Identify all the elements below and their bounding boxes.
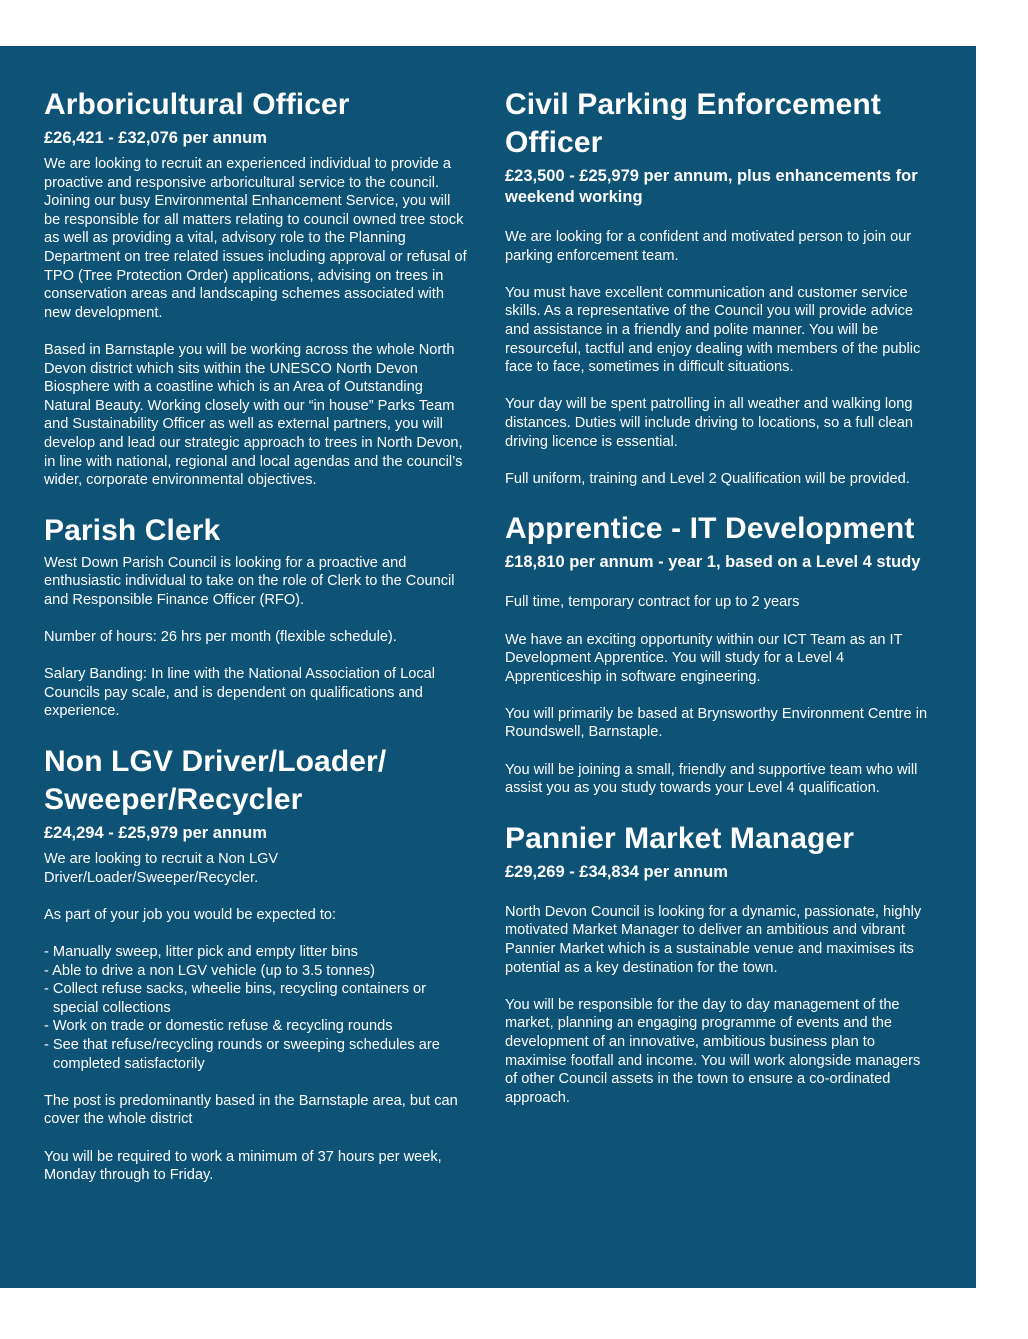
right-column [505, 86, 935, 1129]
job-description [505, 228, 935, 488]
job-arboricultural-officer [44, 86, 469, 490]
list-item: - Able to drive a non LGV vehicle (up to 3.5 tonnes) [44, 962, 375, 979]
paragraph: West Down Parish Council is looking for a proactive and enthusiastic individual to take on the role of Clerk to the Council and Responsible Finance Officer (RFO). [44, 554, 455, 608]
job-description [44, 850, 469, 1185]
job-pannier-market-manager [505, 820, 935, 1108]
paragraph: You will be responsible for the day to day management of the market, planning an engaging programme of events and the development of an innovative, ambitious business plan to maximise footfall and income. You will work alongside managers of other Council assets in the town to ensure a co-ordinated approach. [505, 996, 921, 1106]
paragraph: Based in Barnstaple you will be working across the whole North Devon district which sits within the UNESCO North Devon Biosphere with a coastline which is an Area of Outstanding Natural Beauty. Working closely with our “in house” Parks Team and Sustainability Officer as well as external partners, you will develop and lead our strategic approach to trees in North Devon, in line with national, regional and local agendas and the council’s wider, corporate environmental objectives. [44, 341, 463, 489]
duties-list [44, 943, 469, 1073]
paragraph: You will be joining a small, friendly and supportive team who will assist you as you study towards your Level 4 qualification. [505, 761, 918, 797]
job-description [505, 593, 935, 798]
paragraph: You must have excellent communication and customer service skills. As a representative of the Council you will provide advice and assistance in a friendly and polite manner. You will be resourceful, tactful and enjoy dealing with members of the public face to face, sometimes in difficult situations. [505, 284, 921, 376]
job-title: Parish Clerk [44, 513, 221, 547]
job-salary: £24,294 - £25,979 per annum [44, 824, 267, 843]
paragraph: Full uniform, training and Level 2 Qualification will be provided. [505, 470, 910, 487]
list-item: - Collect refuse sacks, wheelie bins, recycling containers or special collections [44, 981, 427, 1016]
job-title: Civil Parking Enforcement Officer [505, 88, 881, 159]
list-item: - Work on trade or domestic refuse & recycling rounds [44, 1018, 393, 1035]
job-description [44, 554, 469, 721]
list-item: - Manually sweep, litter pick and empty litter bins [44, 944, 358, 960]
job-lgv-driver [44, 743, 469, 1185]
paragraph: We are looking to recruit a Non LGV Driver/Loader/Sweeper/Recycler. [44, 851, 279, 886]
job-salary: £29,269 - £34,834 per annum [505, 862, 728, 881]
paragraph: The post is predominantly based in the Barnstaple area, but can cover the whole district [44, 1092, 458, 1128]
job-apprentice-it-development [505, 510, 935, 798]
paragraph: Your day will be spent patrolling in all weather and walking long distances. Duties will include driving to locations, so a full clean driving licence is essential. [505, 396, 914, 450]
job-salary: £18,810 per annum - year 1, based on a Level 4 study [505, 553, 921, 572]
paragraph: Full time, temporary contract for up to 2 years [505, 594, 800, 611]
paragraph: We are looking for a confident and motivated person to join our parking enforcement team. [505, 229, 912, 264]
paragraph: Number of hours: 26 hrs per month (flexible schedule). [44, 629, 397, 646]
paragraph: Salary Banding: In line with the National Association of Local Councils pay scale, and is dependent on qualifications and experience. [44, 666, 436, 720]
job-title: Non LGV Driver/Loader/ Sweeper/Recycler [44, 745, 387, 817]
paragraph: North Devon Council is looking for a dynamic, passionate, highly motivated Market Manager to deliver an ambitious and vibrant Pannier Market which is a sustainable venue and maximises its potential as a key destination for the town. [505, 903, 922, 976]
paragraph: You will be required to work a minimum of 37 hours per week, Monday through to Friday. [44, 1148, 442, 1184]
paragraph: You will primarily be based at Brynsworthy Environment Centre in Roundswell, Barnstaple. [505, 705, 928, 741]
job-parish-clerk [44, 512, 469, 721]
job-description [44, 155, 469, 490]
left-column [44, 86, 469, 1207]
job-title: Pannier Market Manager [505, 821, 854, 855]
list-item: - See that refuse/recycling rounds or sweeping schedules are completed satisfactorily [44, 1036, 440, 1072]
job-title: Arboricultural Officer [44, 88, 350, 121]
paragraph: We are looking to recruit an experienced individual to provide a proactive and responsive arboricultural service to the council. Joining our busy Environmental Enhancement Service, you will be responsible for all matters relating to council owned tree stock as well as providing a vital, advisory role to the Planning Department on tree related issues including approval or refusal of TPO (Tree Protection Order) applications, advising on trees in conservation areas and landscaping schemes associated with new development. [44, 156, 467, 321]
job-salary: £23,500 - £25,979 per annum, plus enhancements for weekend working [505, 167, 918, 206]
job-description [505, 903, 935, 1108]
paragraph: We have an exciting opportunity within our ICT Team as an IT Development Apprentice. You will study for a Level 4 Apprenticeship in software engineering. [505, 631, 903, 685]
paragraph: As part of your job you would be expected to: [44, 906, 337, 923]
job-salary: £26,421 - £32,076 per annum [44, 129, 267, 147]
job-civil-parking-enforcement [505, 86, 935, 488]
job-title: Apprentice - IT Development [505, 512, 915, 546]
